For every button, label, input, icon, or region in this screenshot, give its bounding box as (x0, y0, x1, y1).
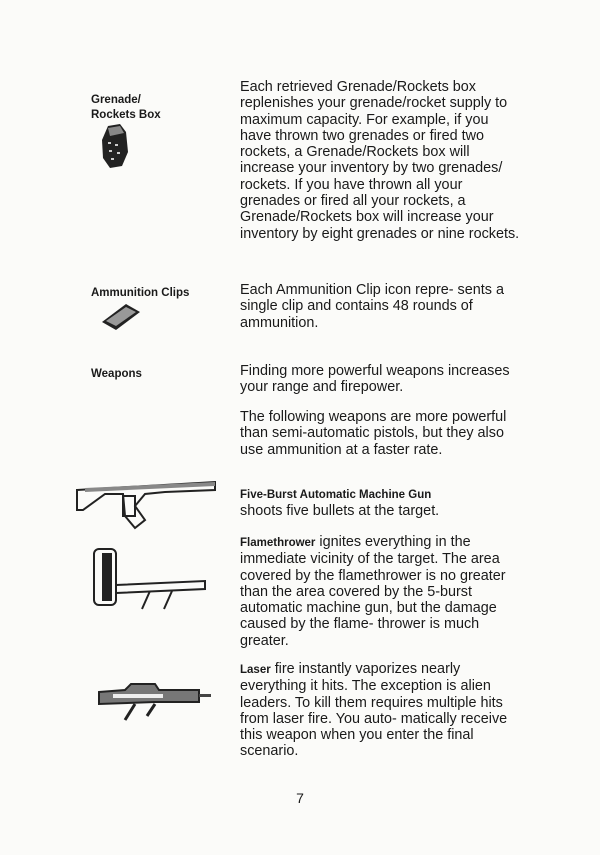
weapon-name: Flamethrower (240, 537, 316, 549)
grenade-label-line1: Grenade/ (91, 94, 141, 106)
weapon-description: shoots five bullets at the target. (240, 503, 440, 520)
weapon-description: fire instantly vaporizes nearly everything it hits. The exception is alien leaders. To kill them requires multiple hits from laser fire. You auto- matically receive this weapon when you enter the final scenario. (240, 661, 508, 760)
ammo-clip-icon (100, 302, 142, 332)
weapons-label: Weapons (91, 368, 142, 380)
ammo-label: Ammunition Clips (91, 287, 190, 299)
ammo-text: Each Ammunition Clip icon repre- sents a single clip and contains 48 rounds of ammunition. (240, 282, 504, 331)
grenade-label-line2: Rockets Box (91, 109, 161, 121)
weapon-description: ignites everything in the immediate vicinity of the target. The area covered by the flamethrower is no greater than the area covered by the 5-burst automatic machine gun, but the damage caused by the flame- thrower is much greater. (240, 534, 506, 649)
flamethrower-icon (90, 545, 210, 615)
weapon-item-laser (240, 661, 520, 760)
machine-gun-icon (75, 476, 220, 532)
weapon-item-machine-gun (240, 486, 520, 520)
weapon-name: Five-Burst Automatic Machine Gun (240, 489, 432, 501)
grenade-icon (100, 122, 130, 170)
weapons-intro: Finding more powerful weapons increases your range and firepower. (240, 363, 510, 396)
page-number: 7 (296, 790, 304, 806)
laser-icon (95, 680, 213, 722)
weapons-intro2: The following weapons are more powerful than semi-automatic pistols, but they also use ammunition at a faster rate. (240, 409, 507, 458)
grenade-text: Each retrieved Grenade/Rockets box replenishes your grenade/rocket supply to maximum capacity. For example, if you have thrown two grenades or fired two rockets, a Grenade/Rockets box will increase your inventory by two grenades/ rockets. If you have thrown all your grenades or fired all your rockets, a Grenade/Rockets box will increase your inventory by eight grenades or nine rockets. (240, 79, 520, 242)
grenade-label (91, 93, 161, 123)
weapon-name: Laser (240, 664, 271, 676)
weapon-item-flamethrower (240, 534, 520, 649)
